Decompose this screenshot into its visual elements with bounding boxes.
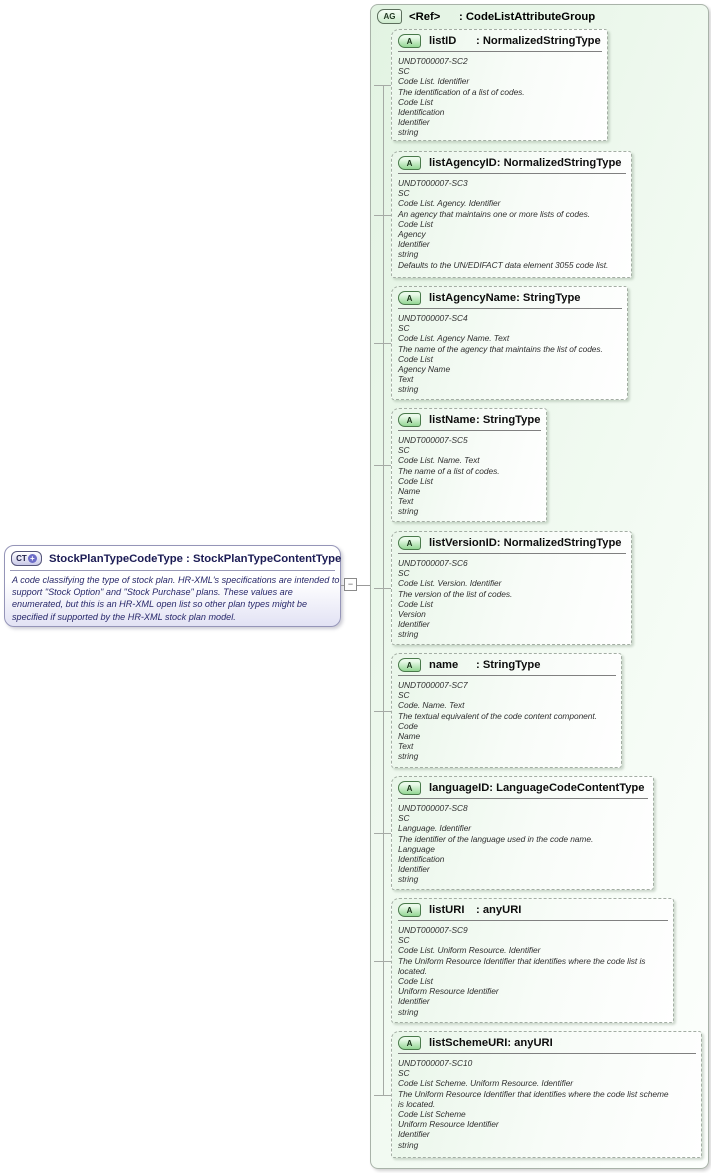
tree-stub-line [374,961,391,962]
attribute-header [392,1032,701,1050]
detail-line: Code List [398,96,433,107]
detail-line: Text [398,374,414,385]
attribute-icon: A [398,1036,421,1050]
detail-line: Code List. Name. Text [398,455,480,466]
divider [398,920,668,921]
attribute-box-name[interactable] [391,653,622,768]
attribute-details [392,1057,701,1150]
tree-trunk-line [383,85,384,1095]
detail-line: Code List. Agency Name. Text [398,333,510,344]
attribute-header [392,287,627,305]
description-line: specified if supported by the HR-XML stock plan model. [12,611,236,622]
tree-stub-line [374,465,391,466]
attribute-details [392,924,673,1017]
detail-line: UNDT000007-SC10 [398,1058,473,1068]
detail-line: Code List [398,976,433,987]
detail-line: The identification of a list of codes. [398,86,525,97]
detail-line: Version [398,609,426,620]
attribute-details [392,55,607,138]
tree-stub-line [374,588,391,589]
attribute-details [392,312,627,395]
detail-line: Language. Identifier [398,823,472,834]
detail-line: Identifier [398,239,430,250]
detail-line: Identifier [398,1129,430,1140]
attribute-name: name [429,659,459,671]
detail-line: UNDT000007-SC7 [398,680,468,690]
detail-line: Identifier [398,996,430,1007]
attribute-box-listURI[interactable] [391,898,674,1023]
tree-stub-line [374,833,391,834]
attribute-details [392,177,631,270]
attribute-group-box[interactable] [370,4,709,1169]
description-line: A code classifying the type of stock plan. HR-XML's specifications are intended to [12,575,340,585]
detail-line: SC [398,1068,410,1079]
attribute-icon: A [398,536,421,550]
detail-line: Defaults to the UN/EDIFACT data element 3055 code list. [398,259,609,270]
attribute-icon: A [398,34,421,48]
detail-line: Identifier [398,864,430,875]
description-line: enumerated, but this is an HR-XML open list so other plan types might be [12,599,308,610]
complex-type-box[interactable] [4,545,341,627]
divider [398,553,626,554]
detail-line: string [398,1006,419,1017]
detail-line: Code List [398,475,433,486]
detail-line: The Uniform Resource Identifier that identifies where the code list scheme [398,1088,669,1099]
detail-line: Agency [398,229,426,240]
detail-line: is located. [398,1098,436,1109]
attribute-type: : LanguageCodeContentType [489,782,645,794]
detail-line: string [398,629,419,640]
attribute-header [392,30,607,48]
attribute-header [392,152,631,170]
detail-line: Identification [398,107,445,118]
attribute-type: : NormalizedStringType [496,157,622,169]
attribute-group-icon: AG [377,9,402,24]
complex-type-title: StockPlanTypeCodeType : StockPlanTypeContentType [49,552,342,565]
detail-line: Uniform Resource Identifier [398,1119,499,1130]
attribute-type: : anyURI [507,1037,553,1049]
attribute-name: languageID [429,782,490,794]
tree-stub-line [374,711,391,712]
detail-line: SC [398,445,410,456]
divider [10,570,335,571]
detail-line: Code List [398,353,433,364]
attribute-icon: A [398,413,421,427]
detail-line: Name [398,731,421,742]
attribute-name: listURI [429,904,465,916]
divider [398,51,602,52]
detail-line: Agency Name [398,364,451,375]
attribute-header [392,899,673,917]
tree-stub-line [374,85,391,86]
detail-line: Code List. Uniform Resource. Identifier [398,945,541,956]
attribute-name: listAgencyName [429,292,517,304]
tree-stub-line [374,1095,391,1096]
detail-line: The textual equivalent of the code content component. [398,710,597,721]
detail-line: UNDT000007-SC4 [398,313,468,323]
divider [398,675,616,676]
attribute-details [392,434,546,517]
detail-line: Code List. Agency. Identifier [398,198,501,209]
detail-line: The name of the agency that maintains the list of codes. [398,343,603,354]
detail-line: string [398,249,419,260]
attribute-details [392,802,653,885]
detail-line: Identifier [398,619,430,630]
attribute-group-header [377,9,595,24]
attribute-name: listName [429,414,476,426]
detail-line: An agency that maintains one or more lists of codes. [398,208,590,219]
detail-line: Identification [398,854,445,865]
detail-line: The name of a list of codes. [398,465,500,476]
divider [398,308,622,309]
attribute-box-listVersionID[interactable] [391,531,632,645]
attribute-box-listAgencyID[interactable] [391,151,632,278]
detail-line: SC [398,690,410,701]
detail-line: Code List Scheme. Uniform Resource. Identifier [398,1078,574,1089]
attribute-type: : StringType [516,292,581,304]
detail-line: string [398,127,419,138]
collapse-toggle[interactable]: − [344,578,357,591]
detail-line: Code List Scheme [398,1109,466,1120]
detail-line: Identifier [398,117,430,128]
detail-line: UNDT000007-SC6 [398,558,468,568]
attribute-header [392,777,653,795]
detail-line: SC [398,935,410,946]
detail-line: UNDT000007-SC9 [398,925,468,935]
attribute-icon: A [398,903,421,917]
divider [398,173,626,174]
detail-line: The Uniform Resource Identifier that identifies where the code list is [398,955,646,966]
attribute-details [392,679,621,762]
detail-line: SC [398,813,410,824]
detail-line: The version of the list of codes. [398,588,513,599]
divider [398,1053,696,1054]
attribute-type: : StringType [476,659,541,671]
description-line: support "Stock Option" and "Stock Purchase" plans. These values are [12,587,293,598]
attribute-group-type: : CodeListAttributeGroup [459,10,596,23]
attribute-type: : anyURI [476,904,522,916]
detail-line: UNDT000007-SC5 [398,435,468,445]
detail-line: Uniform Resource Identifier [398,986,499,997]
detail-line: Code [398,720,418,731]
detail-line: UNDT000007-SC8 [398,803,468,813]
detail-line: Code List [398,218,433,229]
complex-type-icon [11,551,42,566]
tree-stub-line [374,343,391,344]
detail-line: string [398,874,419,885]
complex-type-header [5,546,340,566]
attribute-icon: A [398,781,421,795]
detail-line: Code List [398,598,433,609]
attribute-name: listAgencyID [429,157,497,169]
plus-icon: + [28,554,37,563]
attribute-name: listID [429,35,457,47]
detail-line: SC [398,568,410,579]
attribute-box-languageID[interactable] [391,776,654,890]
complex-type-description [5,574,340,623]
detail-line: Text [398,741,414,752]
detail-line: The identifier of the language used in the code name. [398,833,594,844]
attribute-type: : StringType [476,414,541,426]
detail-line: Name [398,486,421,497]
divider [398,430,541,431]
detail-line: Code List. Identifier [398,76,470,87]
detail-line: string [398,384,419,395]
attribute-box-listAgencyName[interactable] [391,286,628,400]
detail-line: Language [398,843,435,854]
attribute-header [392,409,546,427]
detail-line: located. [398,965,427,976]
attribute-name: listVersionID [429,537,497,549]
attribute-box-listName[interactable] [391,408,547,522]
attribute-details [392,557,631,640]
detail-line: Code List. Version. Identifier [398,578,502,589]
detail-line: Code. Name. Text [398,700,465,711]
detail-line: string [398,751,419,762]
tree-stub-line [374,215,391,216]
detail-line: Text [398,496,414,507]
attribute-group-ref: <Ref> [409,10,441,23]
attribute-type: : NormalizedStringType [496,537,622,549]
detail-line: string [398,506,419,517]
attribute-header [392,532,631,550]
detail-line: SC [398,66,410,77]
detail-line: SC [398,188,410,199]
attribute-type: : NormalizedStringType [476,35,601,47]
detail-line: UNDT000007-SC2 [398,56,468,66]
attribute-icon: A [398,658,421,672]
attribute-icon: A [398,156,421,170]
detail-line: SC [398,323,410,334]
divider [398,798,648,799]
complex-type-icon-label: CT [16,554,27,563]
attribute-name: listSchemeURI [429,1037,508,1049]
detail-line: string [398,1139,419,1150]
attribute-icon: A [398,291,421,305]
attribute-box-listSchemeURI[interactable] [391,1031,702,1158]
attribute-header [392,654,621,672]
attribute-box-listID[interactable] [391,29,608,141]
detail-line: UNDT000007-SC3 [398,178,468,188]
